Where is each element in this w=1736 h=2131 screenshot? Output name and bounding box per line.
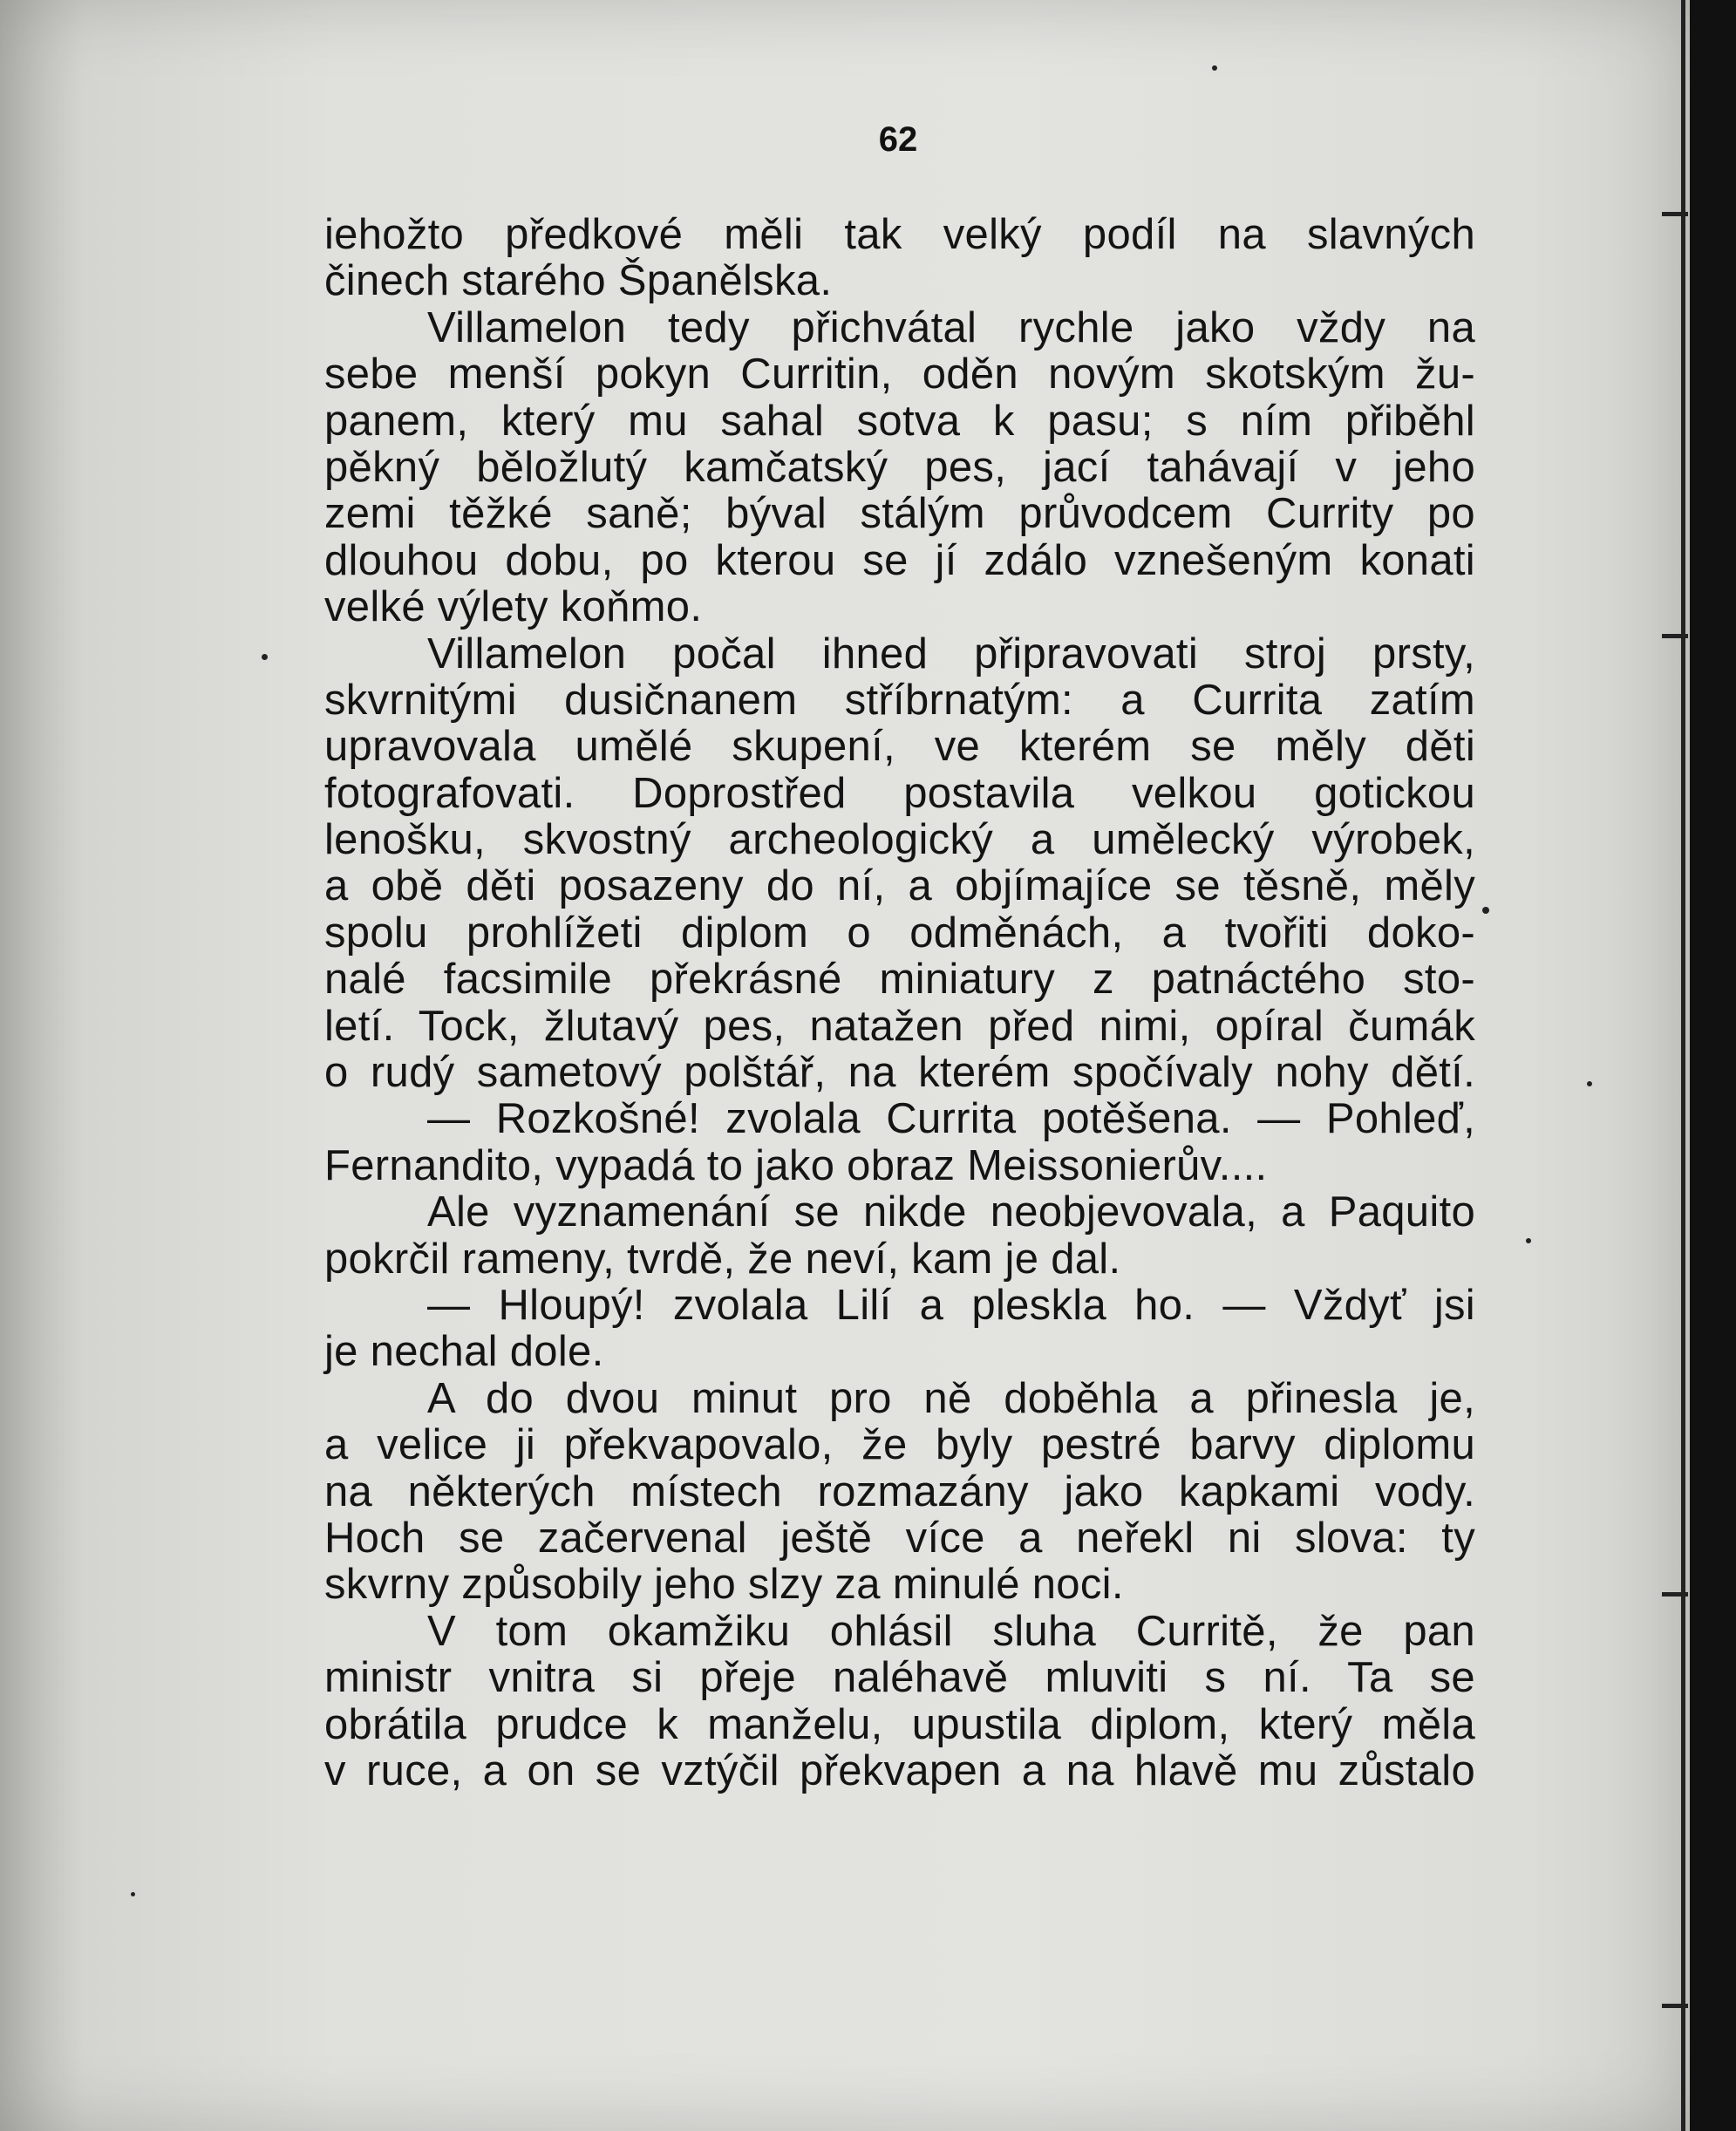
text-line: iehožto předkové měli tak velký podíl na slavných	[324, 211, 1475, 258]
text-line: letí. Tock, žlutavý pes, natažen před nimi, opíral čumák	[324, 1002, 1475, 1050]
binding-mark	[1662, 1592, 1688, 1597]
text-line: nalé facsimile překrásné miniatury z patnáctého sto-	[324, 956, 1475, 1004]
text-line: upravovala umělé skupení, ve kterém se měly děti	[324, 723, 1475, 771]
scan-speck	[262, 654, 268, 660]
text-line: ministr vnitra si přeje naléhavě mluviti s ní. Ta se	[324, 1654, 1475, 1702]
text-line: spolu prohlížeti diplom o odměnách, a tvořiti doko-	[324, 909, 1475, 957]
text-line: Hoch se začervenal ještě více a neřekl ni slova: ty	[324, 1514, 1475, 1562]
text-line: A do dvou minut pro ně doběhla a přinesla je,	[427, 1374, 1475, 1422]
scan-speck	[1482, 907, 1489, 914]
scan-speck	[1587, 1081, 1592, 1086]
text-line: obrátila prudce k manželu, upustila diplom, který měla	[324, 1700, 1475, 1748]
text-line: Villamelon počal ihned připravovati stroj prsty,	[427, 630, 1475, 677]
scan-speck	[1526, 1238, 1531, 1243]
text-line: v ruce, a on se vztýčil překvapen a na hlavě mu zůstalo	[324, 1746, 1475, 1794]
scan-border	[1690, 0, 1736, 2131]
text-line: fotografovati. Doprostřed postavila velkou gotickou	[324, 769, 1475, 817]
text-line: skvrnitými dusičnanem stříbrnatým: a Currita zatím	[324, 676, 1475, 724]
text-line: — Hloupý! zvolala Lilí a pleskla ho. — Vždyť jsi	[427, 1281, 1475, 1329]
text-line: a obě děti posazeny do ní, a objímajíce se těsně, měly	[324, 862, 1475, 910]
text-line: je nechal dole.	[324, 1328, 604, 1376]
text-line: na některých místech rozmazány jako kapkami vody.	[324, 1467, 1475, 1515]
binding-mark	[1662, 212, 1688, 216]
text-line: činech starého Španělska.	[324, 257, 833, 305]
text-line: sebe menší pokyn Curritin, oděn novým skotským žu-	[324, 351, 1475, 398]
text-line: panem, který mu sahal sotva k pasu; s ním přiběhl	[324, 397, 1475, 445]
binding-mark	[1662, 2004, 1688, 2008]
binding-mark	[1662, 634, 1688, 638]
text-line: o rudý sametový polštář, na kterém spočívaly nohy dětí.	[324, 1049, 1475, 1097]
scan-speck	[1212, 65, 1217, 71]
text-line: pokrčil rameny, tvrdě, že neví, kam je dal.	[324, 1235, 1121, 1283]
text-line: Villamelon tedy přichvátal rychle jako vždy na	[427, 303, 1475, 351]
scan-speck	[131, 1892, 135, 1896]
text-line: lenošku, skvostný archeologický a umělecký výrobek,	[324, 816, 1475, 864]
text-line: Fernandito, vypadá to jako obraz Meissonierův....	[324, 1141, 1268, 1189]
text-line: V tom okamžiku ohlásil sluha Curritě, že pan	[427, 1607, 1475, 1655]
text-line: a velice ji překvapovalo, že byly pestré barvy diplomu	[324, 1421, 1475, 1469]
page-number: 62	[878, 120, 918, 159]
text-line: skvrny způsobily jeho slzy za minulé noci.	[324, 1561, 1124, 1609]
text-line: dlouhou dobu, po kterou se jí zdálo vznešeným konati	[324, 536, 1475, 584]
text-line: Ale vyznamenání se nikde neobjevovala, a Paquito	[427, 1188, 1475, 1236]
text-line: velké výlety koňmo.	[324, 583, 703, 631]
body-text	[324, 212, 1475, 1794]
page-edge-line	[1681, 0, 1685, 2131]
text-line: pěkný běložlutý kamčatský pes, jací tahávají v jeho	[324, 443, 1475, 491]
text-line: — Rozkošné! zvolala Currita potěšena. — Pohleď,	[427, 1095, 1475, 1143]
text-line: zemi těžké saně; býval stálým průvodcem Currity po	[324, 490, 1475, 538]
